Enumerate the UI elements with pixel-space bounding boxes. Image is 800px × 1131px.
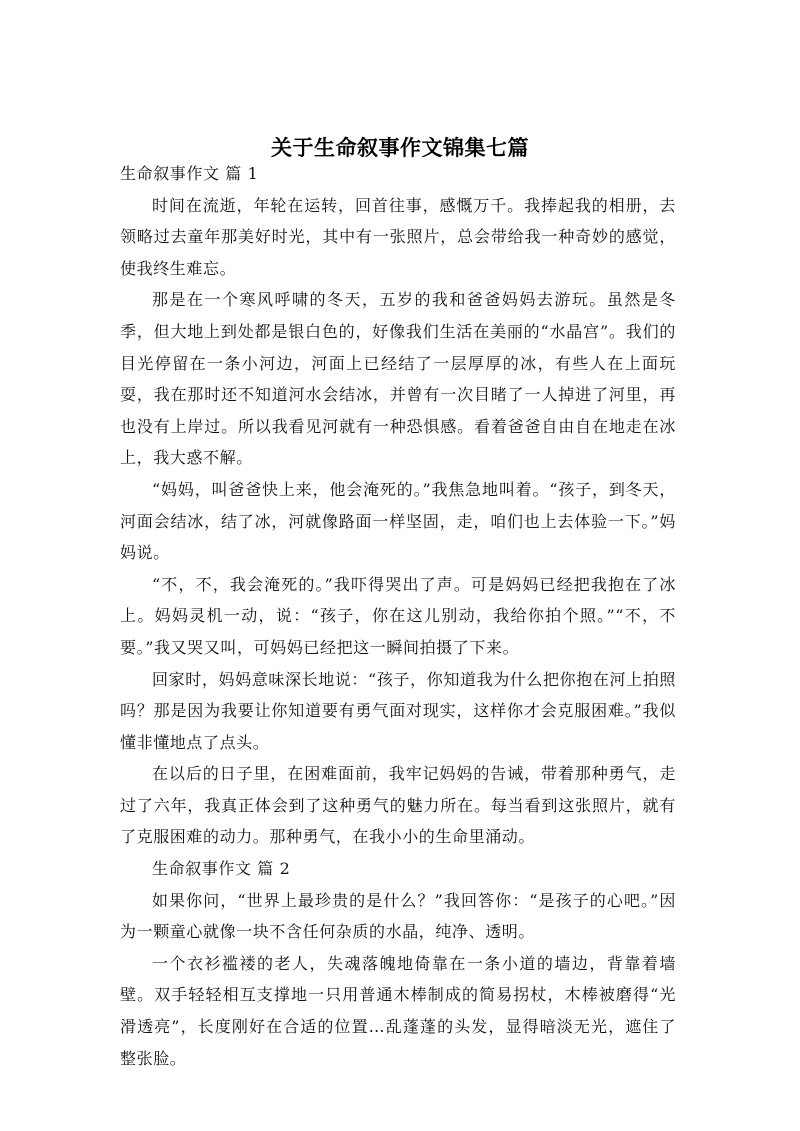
paragraph: 时间在流逝，年轮在运转，回首往事，感慨万千。我捧起我的相册，去领略过去童年那美好时光，其中有一张照片，总会带给我一种奇妙的感觉，使我终生难忘。 <box>120 195 676 278</box>
paragraph: “妈妈，叫爸爸快上来，他会淹死的。”我焦急地叫着。“孩子，到冬天，河面会结冰，结了冰，河就像路面一样坚固，走，咱们也上去体验一下。”妈妈说。 <box>120 479 676 563</box>
paragraph: “不，不，我会淹死的。”我吓得哭出了声。可是妈妈已经把我抱在了冰上。妈妈灵机一动，说：“孩子，你在这儿别动，我给你拍个照。”“不，不要。”我又哭又叫，可妈妈已经把这一瞬间拍摄了下来。 <box>120 574 676 657</box>
paragraph: 一个衣衫褴褛的老人，失魂落魄地倚靠在一条小道的墙边，背靠着墙壁。双手轻轻相互支撑地一只用普通木棒制成的简易拐杖，木棒被磨得“光滑透亮”，长度刚好在合适的位置…乱蓬蓬的头发，显得暗淡无光，遮住了整张脸。 <box>120 953 676 1068</box>
paragraph: 回家时，妈妈意味深长地说：“孩子，你知道我为什么把你抱在河上拍照吗？那是因为我要让你知道要有勇气面对现实，这样你才会克服困难。”我似懂非懂地点了点头。 <box>120 669 676 752</box>
paragraph: 如果你问，“世界上最珍贵的是什么？”我回答你：“是孩子的心吧。”因为一颗童心就像一块不含任何杂质的水晶，纯净、透明。 <box>120 890 676 942</box>
section-heading: 生命叙事作文 篇 1 <box>120 164 259 183</box>
document-title: 关于生命叙事作文锦集七篇 <box>271 136 529 161</box>
document-body <box>120 158 676 1074</box>
paragraph: 在以后的日子里，在困难面前，我牢记妈妈的告诫，带着那种勇气，走过了六年，我真正体会到了这种勇气的魅力所在。每当看到这张照片，就有了克服困难的动力。那种勇气，在我小小的生命里涌动。 <box>120 764 676 847</box>
paragraph: 那是在一个寒风呼啸的冬天，五岁的我和爸爸妈妈去游玩。虽然是冬季，但大地上到处都是银白色的，好像我们生活在美丽的“水晶宫”。我们的目光停留在一条小河边，河面上已经结了一层厚厚的冰，有些人在上面玩耍，我在那时还不知道河水会结冰，并曾有一次目睹了一人掉进了河里，再也没有上岸过。所以我看见河就有一种恐惧感。看着爸爸自由自在地走在冰上，我大惑不解。 <box>120 290 676 468</box>
section-heading: 生命叙事作文 篇 2 <box>152 859 291 879</box>
